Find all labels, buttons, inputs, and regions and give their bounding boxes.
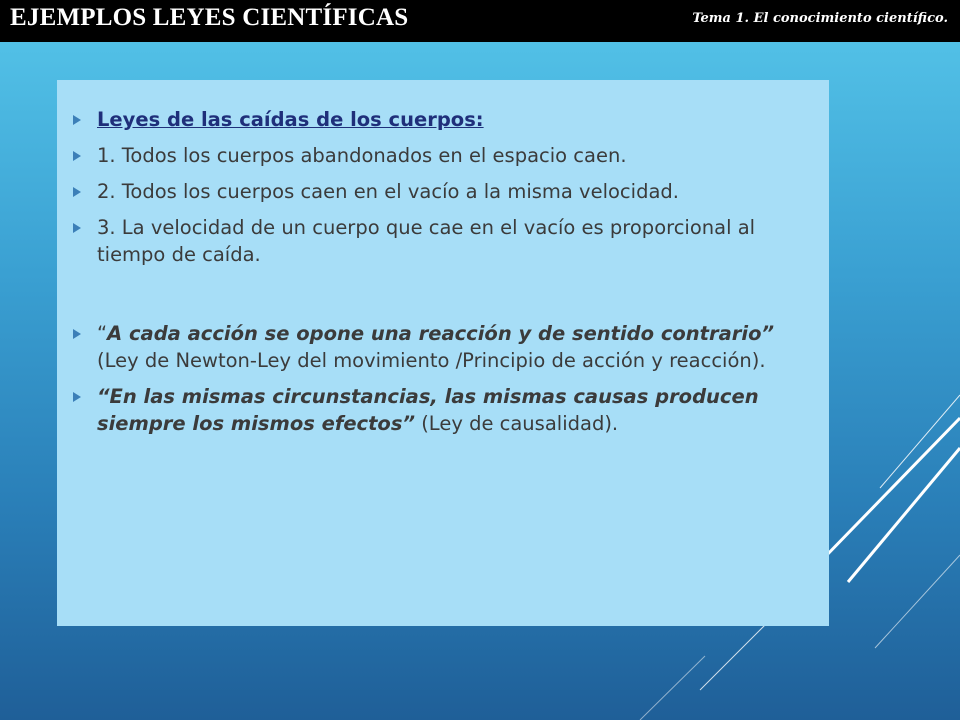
list-item-heading — [73, 106, 809, 133]
list-item-newton — [73, 320, 809, 374]
bullet-arrow-icon — [73, 115, 81, 125]
list-item-causality — [73, 383, 809, 437]
content-panel — [57, 80, 829, 626]
newton-source: (Ley de Newton-Ley del movimiento /Principio de acción y reacción). — [97, 349, 766, 372]
bullet-arrow-icon — [73, 187, 81, 197]
list-item-law-1 — [73, 142, 809, 169]
bullet-arrow-icon — [73, 392, 81, 402]
causality-quote: “En las mismas circunstancias, las mismas causas producen siempre los mismos efectos” — [97, 385, 759, 435]
causality-source: (Ley de causalidad). — [415, 412, 619, 435]
newton-open-quote: “ — [97, 322, 108, 345]
law-text: 2. Todos los cuerpos caen en el vacío a la misma velocidad. — [97, 180, 679, 203]
slide-title: EJEMPLOS LEYES CIENTÍFICAS — [10, 4, 409, 31]
list-item-law-3 — [73, 214, 809, 268]
bullet-arrow-icon — [73, 329, 81, 339]
newton-quote: A cada acción se opone una reacción y de sentido contrario” — [107, 322, 775, 345]
slide-subtitle: Tema 1. El conocimiento científico. — [692, 11, 948, 26]
list-item-law-2 — [73, 178, 809, 205]
law-text: 3. La velocidad de un cuerpo que cae en el vacío es proporcional al tiempo de caída. — [97, 216, 756, 266]
bullet-arrow-icon — [73, 151, 81, 161]
law-text: 1. Todos los cuerpos abandonados en el espacio caen. — [97, 144, 627, 167]
bullet-arrow-icon — [73, 223, 81, 233]
laws-heading: Leyes de las caídas de los cuerpos: — [97, 108, 484, 131]
